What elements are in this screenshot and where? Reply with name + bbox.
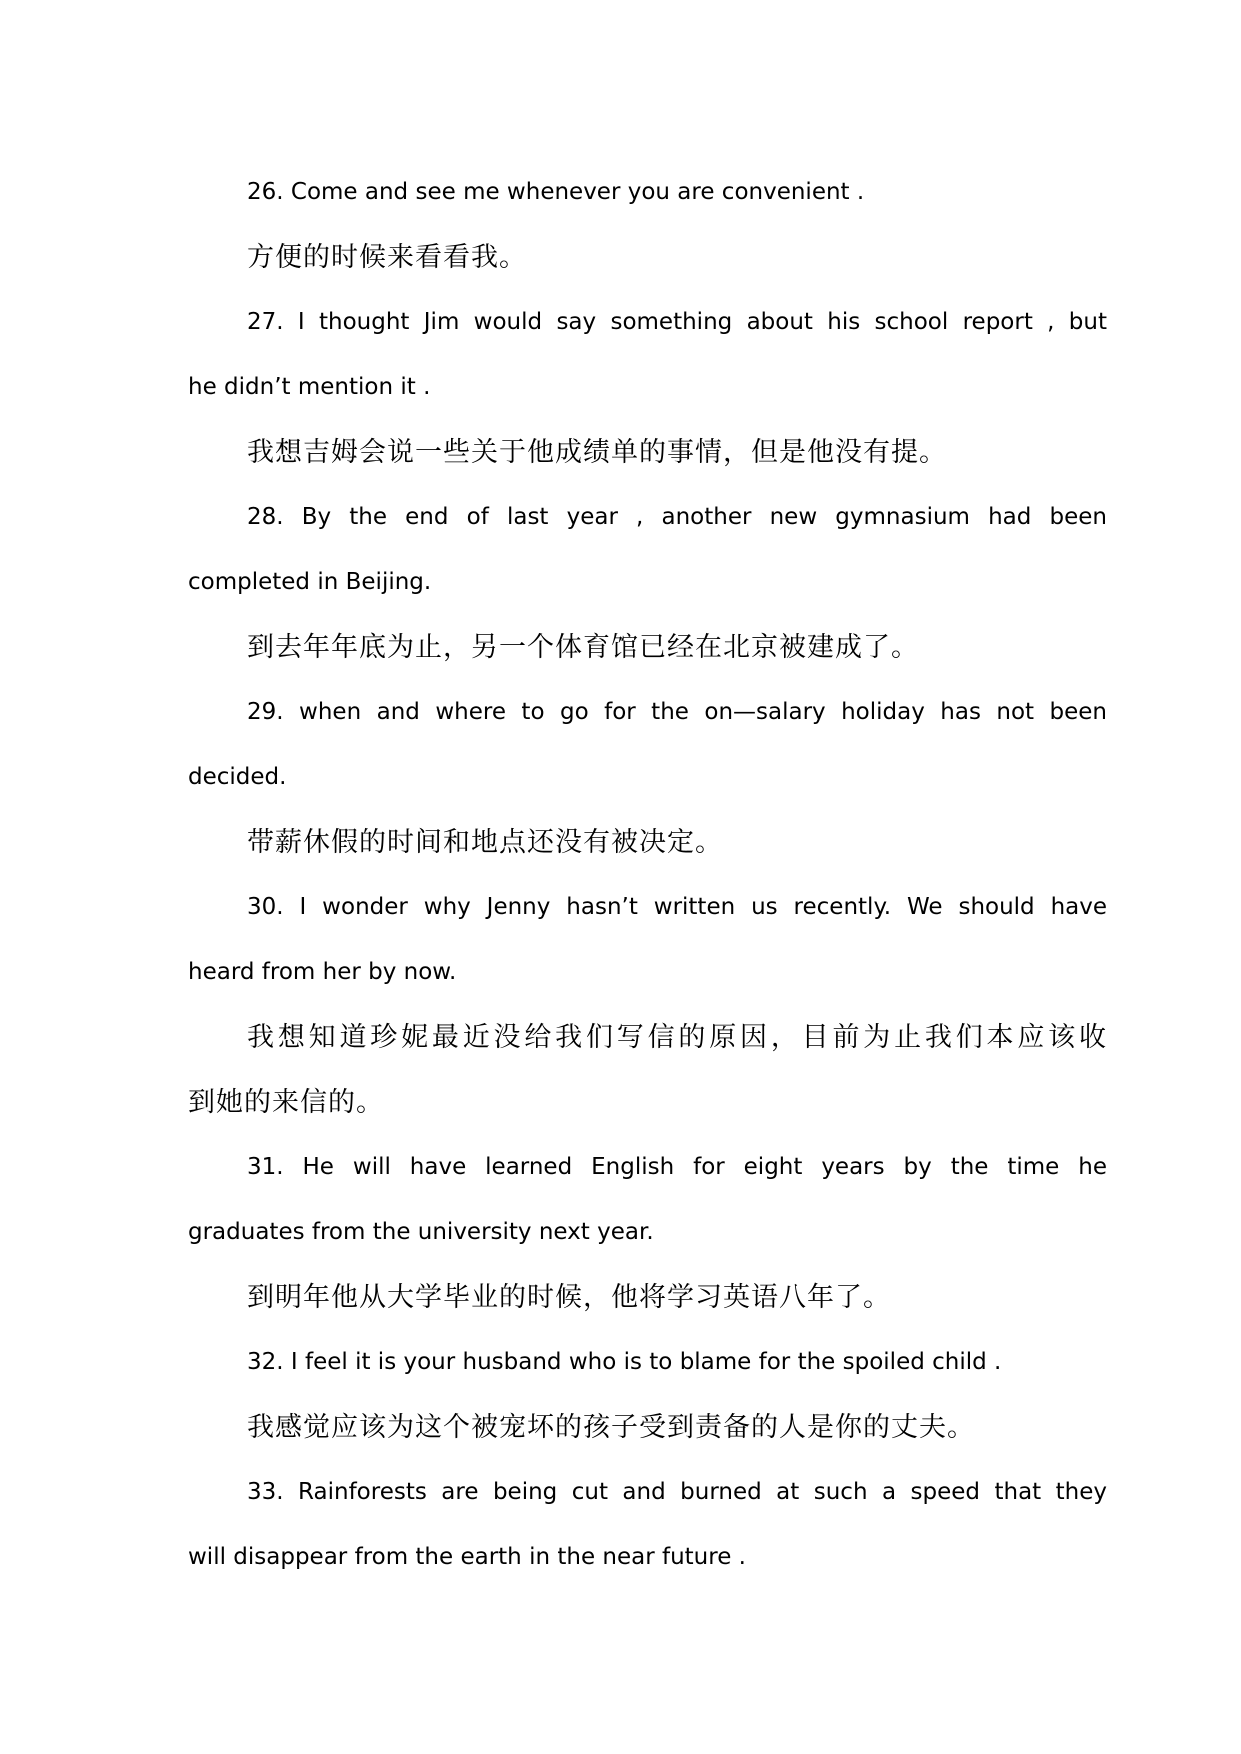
text-line-en: 29. when and where to go for the on—salary holiday has not been	[247, 699, 1107, 725]
text-line-en: 32. I feel it is your husband who is to blame for the spoiled child .	[247, 1349, 1002, 1375]
text-line-en: 31. He will have learned English for eight years by the time he	[247, 1154, 1107, 1180]
text-line-en: 26. Come and see me whenever you are convenient .	[247, 179, 865, 205]
text-line-en: 27. I thought Jim would say something about his school report , but	[247, 309, 1107, 335]
text-line-zh: 我感觉应该为这个被宠坏的孩子受到责备的人是你的丈夫。	[247, 1412, 975, 1443]
text-line-zh: 到她的来信的。	[188, 1087, 384, 1118]
text-line-en: decided.	[188, 764, 287, 790]
text-line-zh: 我想吉姆会说一些关于他成绩单的事情，但是他没有提。	[247, 437, 947, 468]
text-line-en: 33. Rainforests are being cut and burned at such a speed that they	[247, 1479, 1107, 1505]
text-line-en: graduates from the university next year.	[188, 1219, 654, 1245]
text-line-zh: 带薪休假的时间和地点还没有被决定。	[247, 827, 723, 858]
text-line-zh: 到去年年底为止，另一个体育馆已经在北京被建成了。	[247, 632, 919, 663]
text-line-en: will disappear from the earth in the near future .	[188, 1544, 746, 1570]
document-body	[188, 160, 1107, 1590]
text-line-en: heard from her by now.	[188, 959, 457, 985]
text-line-zh: 方便的时候来看看我。	[247, 242, 527, 273]
text-line-zh: 到明年他从大学毕业的时候，他将学习英语八年了。	[247, 1282, 891, 1313]
text-line-zh: 我想知道珍妮最近没给我们写信的原因，目前为止我们本应该收	[247, 1022, 1107, 1053]
text-line-en: 28. By the end of last year , another new gymnasium had been	[247, 504, 1107, 530]
text-line-en: 30. I wonder why Jenny hasn’t written us recently. We should have	[247, 894, 1107, 920]
text-line-en: completed in Beijing.	[188, 569, 432, 595]
text-line-en: he didn’t mention it .	[188, 374, 431, 400]
